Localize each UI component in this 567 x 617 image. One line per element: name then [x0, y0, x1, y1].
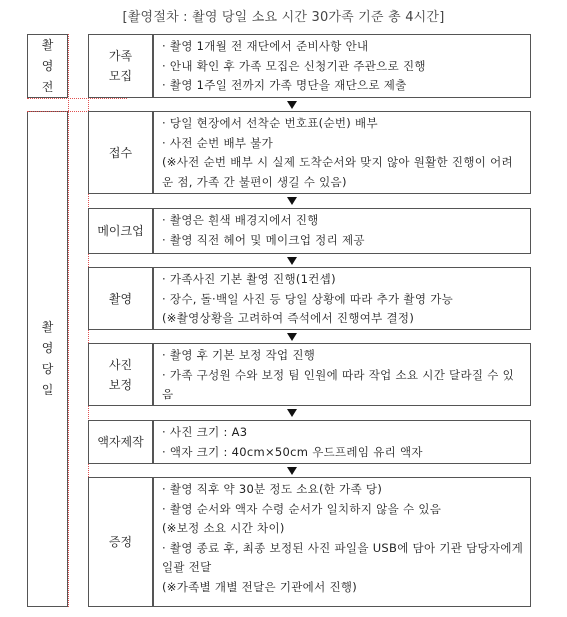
step-content-retouch — [153, 343, 531, 406]
step-label-recruit: 가족 모집 — [88, 34, 153, 98]
step-label-reception: 접수 — [88, 111, 153, 194]
list-item: (※가족별 개별 전달은 기관에서 진행) — [162, 579, 358, 594]
list-item: · 사전 순번 배부 불가 — [162, 135, 274, 150]
list-item: · 액자 크기 : 40cm×50cm 우드프레임 유리 액자 — [162, 444, 423, 459]
phase-shoot-day-label: 촬영당일 — [41, 320, 54, 397]
step-content-makeup — [153, 208, 531, 254]
step-label-retouch: 사진 보정 — [88, 343, 153, 406]
list-item: · 촬영 직전 헤어 및 메이크업 정리 제공 — [162, 232, 365, 247]
list-item: · 가족 구성원 수와 보정 팀 인원에 따라 작업 소요 시간 달라질 수 있음 — [162, 367, 515, 401]
step-content-presentation — [153, 477, 531, 607]
phase-shoot-day — [27, 111, 68, 607]
list-item: (※보정 소요 시간 차이) — [162, 521, 285, 535]
phase-pre-shoot-label: 촬영전 — [41, 37, 54, 94]
list-item: · 사진 크기 : A3 — [162, 425, 248, 439]
list-item: · 촬영 1주일 전까지 가족 명단을 재단으로 제출 — [162, 78, 407, 92]
step-label-framing: 액자제작 — [88, 420, 153, 464]
step-content-shooting — [153, 267, 531, 330]
list-item: · 촬영 후 기본 보정 작업 진행 — [162, 348, 316, 362]
list-item: · 당일 현장에서 선착순 번호표(순번) 배부 — [162, 116, 378, 130]
guide-line — [68, 34, 69, 607]
down-arrow-icon — [287, 333, 297, 341]
list-item: · 촬영 순서와 액자 수령 순서가 일치하지 않을 수 있음 — [162, 501, 442, 516]
down-arrow-icon — [287, 409, 297, 417]
list-item: · 촬영 종료 후, 최종 보정된 사진 파일을 USB에 담아 기관 담당자에게 일괄 전달 — [162, 540, 524, 574]
step-label-presentation: 증정 — [88, 477, 153, 607]
list-item: · 촬영 직후 약 30분 정도 소요(한 가족 당) — [162, 482, 383, 496]
down-arrow-icon — [287, 197, 297, 205]
list-item: · 가족사진 기본 촬영 진행(1컨셉) — [162, 272, 336, 286]
down-arrow-icon — [287, 257, 297, 265]
list-item: (※사전 순번 배부 시 실제 도착순서와 맞지 않아 원활한 진행이 어려운 점, 가족 간 불편이 생길 수 있음) — [162, 155, 513, 189]
step-label-shooting: 촬영 — [88, 267, 153, 330]
step-label-makeup: 메이크업 — [88, 208, 153, 254]
list-item: · 촬영 1개월 전 재단에서 준비사항 안내 — [162, 39, 369, 53]
down-arrow-icon — [287, 101, 297, 109]
list-item: · 촬영은 흰색 배경지에서 진행 — [162, 213, 319, 227]
step-content-framing — [153, 420, 531, 464]
guide-line — [27, 98, 127, 99]
step-content-reception — [153, 111, 531, 194]
page-title: [촬영절차 : 촬영 당일 소요 시간 30가족 기준 총 4시간] — [122, 10, 445, 25]
list-item: (※촬영상황을 고려하여 즉석에서 진행여부 결정) — [162, 311, 415, 325]
step-content-recruit — [153, 34, 531, 98]
list-item: · 장수, 돌·백일 사진 등 당일 상황에 따라 추가 촬영 가능 — [162, 291, 454, 306]
list-item: · 안내 확인 후 가족 모집은 신청기관 주관으로 진행 — [162, 58, 426, 73]
down-arrow-icon — [287, 467, 297, 475]
phase-pre-shoot — [27, 34, 68, 98]
